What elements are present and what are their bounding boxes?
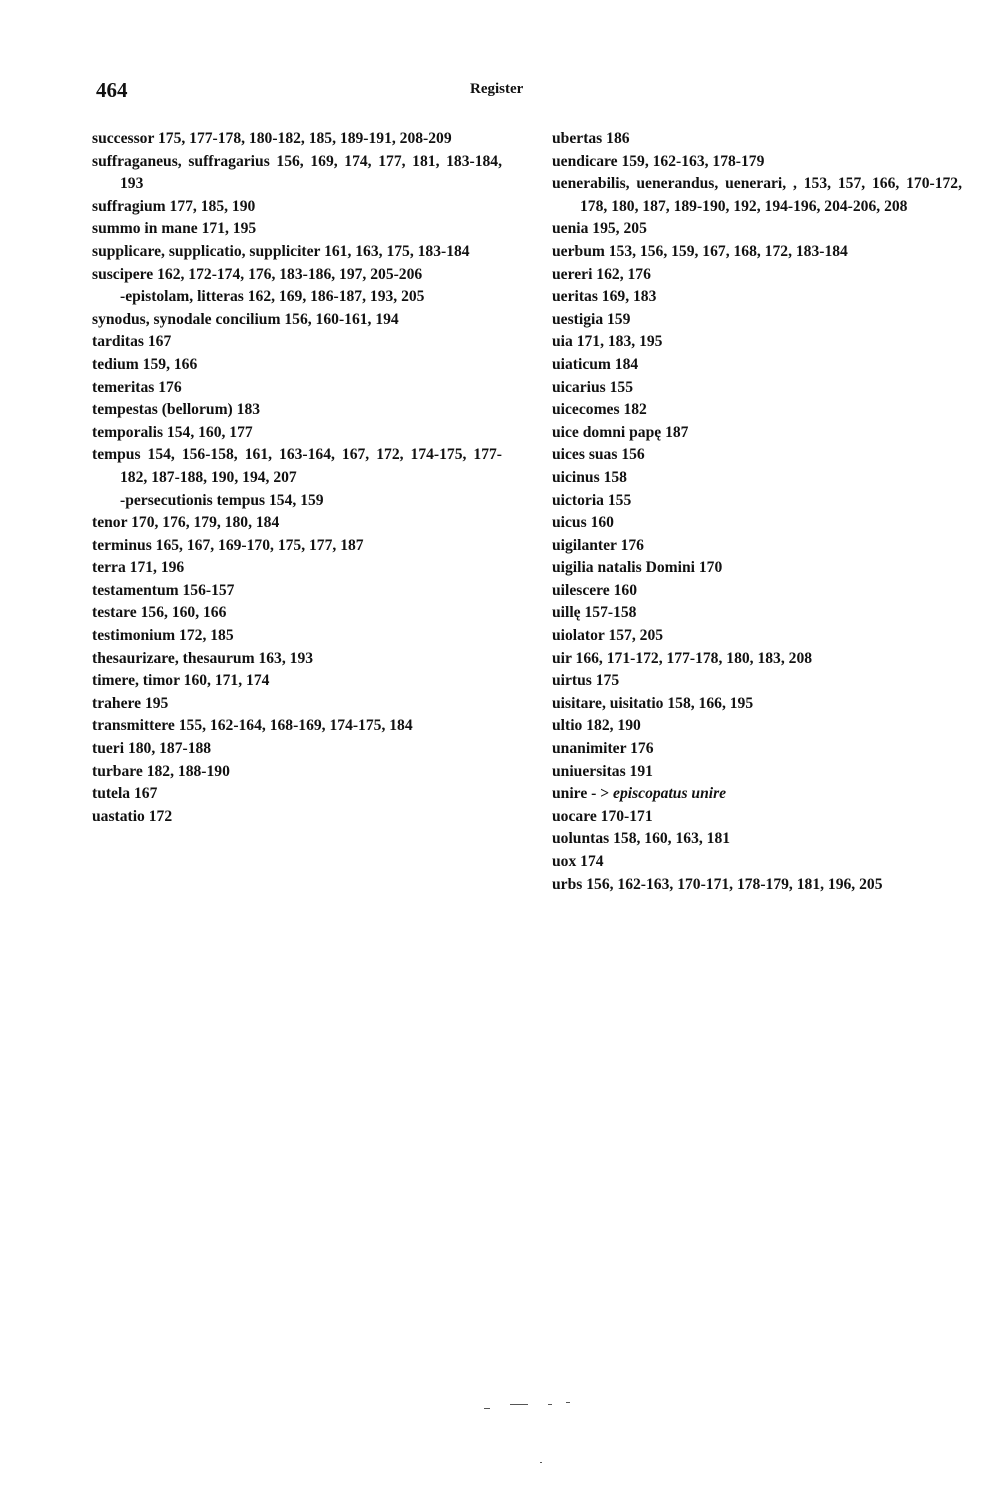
index-entry: ultio 182, 190 [552, 717, 641, 735]
index-subentry: -epistolam, litteras 162, 169, 186-187, 193, 205 [120, 288, 425, 306]
index-entry: uiolator 157, 205 [552, 627, 664, 645]
cross-reference-target: episcopatus unire [613, 785, 727, 803]
index-entry: uicecomes 182 [552, 401, 647, 419]
index-entry: uices suas 156 [552, 446, 645, 464]
index-entry: timere, timor 160, 171, 174 [92, 672, 270, 690]
index-entry: uice domni papę 187 [552, 423, 689, 441]
index-entry: uictoria 155 [552, 491, 632, 509]
index-entry: uirtus 175 [552, 672, 620, 690]
index-entry: uillę 157-158 [552, 604, 637, 622]
index-entry: tueri 180, 187-188 [92, 740, 212, 758]
scan-speck [540, 1462, 542, 1463]
index-entry: uia 171, 183, 195 [552, 333, 663, 351]
index-entry: tarditas 167 [92, 333, 172, 351]
index-entry: tenor 170, 176, 179, 180, 184 [92, 514, 280, 532]
index-entry: supplicare, supplicatio, suppliciter 161, 163, 175, 183-184 [92, 242, 470, 260]
index-entry: uicus 160 [552, 514, 614, 532]
page-number: 464 [96, 78, 128, 102]
index-entry: suffragium 177, 185, 190 [92, 197, 256, 215]
index-entry: suffraganeus, suffragarius 156, 169, 174, 177, 181, 183-184, 193 [92, 152, 502, 193]
index-entry: tempus 154, 156-158, 161, 163-164, 167, 172, 174-175, 177-182, 187-188, 190, 194, 207 [92, 446, 502, 486]
index-entry: uicarius 155 [552, 378, 634, 396]
index-entry: trahere 195 [92, 694, 169, 712]
index-entry: successor 175, 177-178, 180-182, 185, 189-191, 208-209 [92, 130, 452, 147]
index-entry: uestigia 159 [552, 310, 631, 328]
index-entry: synodus, synodale concilium 156, 160-161, 194 [92, 310, 399, 328]
cross-reference-lead: unire - > [552, 785, 610, 803]
index-entry: tutela 167 [92, 785, 158, 803]
index-entry: uereri 162, 176 [552, 265, 651, 283]
index-entry: unanimiter 176 [552, 740, 654, 758]
index-entry: terra 171, 196 [92, 559, 185, 577]
index-entry: transmittere 155, 162-164, 168-169, 174-175, 184 [92, 717, 413, 735]
index-entry: terminus 165, 167, 169-170, 175, 177, 187 [92, 536, 364, 554]
index-entry: testare 156, 160, 166 [92, 604, 227, 622]
scan-speck [484, 1408, 490, 1409]
scan-speck [548, 1404, 552, 1405]
index-entry: suscipere 162, 172-174, 176, 183-186, 197, 205-206 [92, 265, 423, 283]
index-entry: uastatio 172 [92, 807, 173, 825]
index-entry: uenerabilis, uenerandus, uenerari, , 153, 157, 166, 170-172, 178, 180, 187, 189-190, 192, 194-196, 204-206, 208 [552, 175, 962, 215]
scan-speck [510, 1404, 528, 1405]
index-entry: ubertas 186 [552, 130, 630, 147]
index-entry: thesaurizare, thesaurum 163, 193 [92, 649, 314, 667]
index-entry: testamentum 156-157 [92, 581, 235, 599]
index-entry: uilescere 160 [552, 581, 638, 599]
index-entry: temeritas 176 [92, 378, 182, 396]
index-entry: testimonium 172, 185 [92, 627, 234, 645]
index-column-left [92, 128, 502, 828]
index-entry: uisitare, uisitatio 158, 166, 195 [552, 694, 754, 712]
page-header [96, 78, 940, 108]
index-entry: uendicare 159, 162-163, 178-179 [552, 152, 765, 170]
index-entry: temporalis 154, 160, 177 [92, 423, 253, 441]
index-entry: uiaticum 184 [552, 355, 639, 373]
index-entry: summo in mane 171, 195 [92, 220, 257, 238]
index-entry: uocare 170-171 [552, 807, 653, 825]
index-entry: ueritas 169, 183 [552, 288, 657, 306]
index-entry: uerbum 153, 156, 159, 167, 168, 172, 183-184 [552, 242, 848, 260]
index-entry: uigilia natalis Domini 170 [552, 559, 723, 577]
running-title: Register [470, 81, 524, 97]
index-entry: tedium 159, 166 [92, 355, 198, 373]
index-subentry: -persecutionis tempus 154, 159 [120, 491, 324, 509]
index-entry: tempestas (bellorum) 183 [92, 401, 261, 419]
index-entry: uenia 195, 205 [552, 220, 647, 238]
index-entry: urbs 156, 162-163, 170-171, 178-179, 181, 196, 205 [552, 875, 883, 893]
index-entry: uicinus 158 [552, 468, 627, 486]
index-entry: turbare 182, 188-190 [92, 762, 230, 780]
scan-speck [566, 1402, 570, 1403]
index-entry: uir 166, 171-172, 177-178, 180, 183, 208 [552, 649, 813, 667]
index-entry: uoluntas 158, 160, 163, 181 [552, 830, 731, 848]
index-entry: uox 174 [552, 853, 604, 870]
index-entry: uigilanter 176 [552, 536, 644, 554]
index-column-right [552, 128, 962, 896]
index-entry-cross-reference [552, 783, 962, 806]
index-entry: uniuersitas 191 [552, 762, 653, 780]
